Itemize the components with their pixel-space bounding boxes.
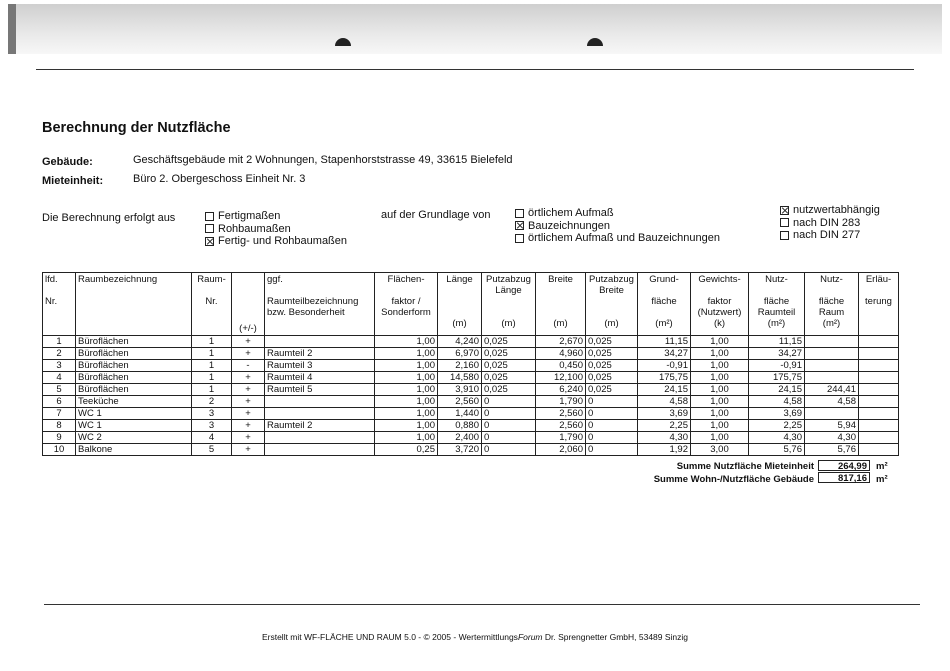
checkbox-icon[interactable] — [205, 224, 214, 233]
table-cell-raum: 4 — [192, 432, 232, 444]
table-cell-laenge: 2,560 — [438, 396, 482, 408]
table-cell-k: 1,00 — [691, 384, 749, 396]
grundlage-label: auf der Grundlage von — [381, 209, 491, 221]
table-row — [43, 444, 899, 456]
option-label: Rohbaumaßen — [218, 222, 291, 235]
table-cell-pb: 0,025 — [586, 336, 638, 348]
norm-option[interactable] — [780, 217, 880, 230]
table-cell-laenge: 4,240 — [438, 336, 482, 348]
checkbox-checked-icon[interactable] — [780, 206, 789, 215]
table-cell-nr2 — [805, 336, 859, 348]
table-cell-pl: 0 — [482, 420, 536, 432]
table-cell-faktor: 0,25 — [375, 444, 438, 456]
table-cell-laenge: 2,160 — [438, 360, 482, 372]
basis-option[interactable] — [205, 235, 347, 248]
table-cell-pl: 0,025 — [482, 336, 536, 348]
table-cell-raum: 3 — [192, 408, 232, 420]
table-cell-laenge: 1,440 — [438, 408, 482, 420]
table-cell-pl: 0 — [482, 444, 536, 456]
table-cell-teil — [265, 396, 375, 408]
option-label: Bauzeichnungen — [528, 219, 610, 232]
option-label: örtlichem Aufmaß — [528, 207, 614, 219]
table-cell-k: 1,00 — [691, 432, 749, 444]
table-cell-pl: 0 — [482, 408, 536, 420]
table-cell-pb: 0 — [586, 396, 638, 408]
table-cell-erl — [859, 432, 899, 444]
bottom-rule — [44, 604, 920, 605]
header-breite: Breite (m) — [536, 273, 586, 336]
table-cell-nr: 3 — [43, 360, 76, 372]
table-cell-pm: + — [232, 336, 265, 348]
checkbox-icon[interactable] — [780, 231, 789, 240]
table-cell-pl: 0,025 — [482, 372, 536, 384]
basis-option[interactable] — [205, 223, 347, 236]
table-cell-laenge: 2,400 — [438, 432, 482, 444]
table-cell-raum: 1 — [192, 372, 232, 384]
table-cell-erl — [859, 360, 899, 372]
table-cell-teil: Raumteil 2 — [265, 420, 375, 432]
table-cell-pb: 0 — [586, 420, 638, 432]
table-cell-nt: 34,27 — [749, 348, 805, 360]
table-cell-k: 1,00 — [691, 408, 749, 420]
table-cell-faktor: 1,00 — [375, 432, 438, 444]
table-cell-laenge: 3,910 — [438, 384, 482, 396]
table-row — [43, 372, 899, 384]
checkbox-icon[interactable] — [515, 234, 524, 243]
table-cell-pm: + — [232, 348, 265, 360]
table-cell-faktor: 1,00 — [375, 336, 438, 348]
table-cell-breite: 12,100 — [536, 372, 586, 384]
table-cell-erl — [859, 372, 899, 384]
table-cell-grund: 4,30 — [638, 432, 691, 444]
footer-prefix: Erstellt mit WF-FLÄCHE UND RAUM 5.0 - © 2005 - Wertermittlungs — [261, 632, 518, 642]
mieteinheit-value: Büro 2. Obergeschoss Einheit Nr. 3 — [133, 173, 306, 185]
table-cell-name: Büroflächen — [76, 384, 192, 396]
table-cell-faktor: 1,00 — [375, 408, 438, 420]
table-cell-breite: 2,060 — [536, 444, 586, 456]
norm-option[interactable] — [780, 204, 880, 217]
table-cell-faktor: 1,00 — [375, 348, 438, 360]
table-cell-teil: Raumteil 5 — [265, 384, 375, 396]
table-cell-pm: - — [232, 360, 265, 372]
table-cell-breite: 2,670 — [536, 336, 586, 348]
footer-italic: Forum — [517, 632, 543, 642]
table-cell-nt: 11,15 — [749, 336, 805, 348]
header-plus-minus: (+/-) — [232, 273, 265, 336]
table-cell-faktor: 1,00 — [375, 420, 438, 432]
table-cell-pb: 0 — [586, 408, 638, 420]
table-cell-pb: 0 — [586, 432, 638, 444]
table-cell-nr: 5 — [43, 384, 76, 396]
table-cell-nr2: 5,94 — [805, 420, 859, 432]
table-cell-nr2 — [805, 372, 859, 384]
table-cell-erl — [859, 420, 899, 432]
table-cell-nr2: 4,30 — [805, 432, 859, 444]
table-cell-faktor: 1,00 — [375, 396, 438, 408]
norm-options — [780, 204, 880, 242]
table-cell-raum: 5 — [192, 444, 232, 456]
option-label: örtlichem Aufmaß und Bauzeichnungen — [528, 232, 721, 244]
table-cell-nr2: 4,58 — [805, 396, 859, 408]
footer-suffix: Dr. Sprengnetter GmbH, 53489 Sinzig — [542, 632, 689, 642]
header-laenge: Länge (m) — [438, 273, 482, 336]
table-cell-nr: 4 — [43, 372, 76, 384]
header-erlaeuterung: Erläu- terung — [859, 273, 899, 336]
table-cell-nr: 8 — [43, 420, 76, 432]
table-cell-nt: 4,30 — [749, 432, 805, 444]
table-row — [43, 408, 899, 420]
table-cell-pm: + — [232, 384, 265, 396]
table-cell-pb: 0,025 — [586, 372, 638, 384]
table-cell-pm: + — [232, 432, 265, 444]
table-cell-name: Büroflächen — [76, 348, 192, 360]
summe-mieteinheit-label: Summe Nutzfläche Mieteinheit — [676, 461, 814, 472]
table-cell-pm: + — [232, 420, 265, 432]
table-row — [43, 396, 899, 408]
summe-gebaeude-unit: m² — [876, 474, 888, 485]
table-cell-erl — [859, 444, 899, 456]
table-cell-name: Büroflächen — [76, 372, 192, 384]
table-cell-teil — [265, 444, 375, 456]
table-cell-faktor: 1,00 — [375, 360, 438, 372]
table-cell-nt: -0,91 — [749, 360, 805, 372]
table-cell-teil: Raumteil 3 — [265, 360, 375, 372]
table-cell-pb: 0,025 — [586, 360, 638, 372]
table-cell-grund: 3,69 — [638, 408, 691, 420]
table-cell-grund: 4,58 — [638, 396, 691, 408]
table-cell-raum: 1 — [192, 348, 232, 360]
table-cell-k: 1,00 — [691, 372, 749, 384]
option-label: Fertig- und Rohbaumaßen — [218, 235, 348, 247]
table-cell-nr2 — [805, 408, 859, 420]
table-cell-k: 1,00 — [691, 420, 749, 432]
table-row — [43, 360, 899, 372]
table-cell-teil — [265, 432, 375, 444]
table-cell-laenge: 14,580 — [438, 372, 482, 384]
table-cell-nr: 9 — [43, 432, 76, 444]
table-cell-nt: 5,76 — [749, 444, 805, 456]
header-grundflaeche: Grund- fläche (m²) — [638, 273, 691, 336]
checkbox-icon[interactable] — [205, 212, 214, 221]
grundlage-option[interactable] — [515, 232, 720, 245]
checkbox-checked-icon[interactable] — [205, 237, 214, 246]
table-cell-erl — [859, 384, 899, 396]
table-header-row — [43, 273, 899, 336]
table-cell-pm: + — [232, 408, 265, 420]
table-cell-teil — [265, 408, 375, 420]
table-cell-pl: 0,025 — [482, 348, 536, 360]
table-cell-teil: Raumteil 2 — [265, 348, 375, 360]
table-cell-nr2 — [805, 360, 859, 372]
table-cell-nr2: 5,76 — [805, 444, 859, 456]
table-cell-pl: 0,025 — [482, 360, 536, 372]
table-cell-nr: 7 — [43, 408, 76, 420]
table-cell-grund: 175,75 — [638, 372, 691, 384]
table-cell-grund: 24,15 — [638, 384, 691, 396]
table-cell-pm: + — [232, 396, 265, 408]
gebaeude-label: Gebäude: — [42, 156, 93, 168]
table-cell-breite: 6,240 — [536, 384, 586, 396]
table-cell-pl: 0,025 — [482, 384, 536, 396]
table-cell-teil: Raumteil 4 — [265, 372, 375, 384]
header-putzabzug-breite: Putzabzug Breite (m) — [586, 273, 638, 336]
table-cell-breite: 1,790 — [536, 432, 586, 444]
table-cell-pb: 0 — [586, 444, 638, 456]
gebaeude-value: Geschäftsgebäude mit 2 Wohnungen, Stapenhorststrasse 49, 33615 Bielefeld — [133, 154, 513, 166]
table-cell-nr: 1 — [43, 336, 76, 348]
table-row — [43, 336, 899, 348]
table-cell-k: 1,00 — [691, 360, 749, 372]
table-cell-raum: 2 — [192, 396, 232, 408]
table-cell-erl — [859, 396, 899, 408]
header-raum-nr: Raum- Nr. — [192, 273, 232, 336]
header-nutzflaeche-raumteil: Nutz- fläche Raumteil (m²) — [749, 273, 805, 336]
table-cell-grund: 11,15 — [638, 336, 691, 348]
table-cell-breite: 0,450 — [536, 360, 586, 372]
mieteinheit-label: Mieteinheit: — [42, 175, 104, 187]
summe-mieteinheit-unit: m² — [876, 461, 888, 472]
table-row — [43, 432, 899, 444]
table-cell-breite: 2,560 — [536, 420, 586, 432]
table-cell-nt: 24,15 — [749, 384, 805, 396]
table-cell-raum: 1 — [192, 384, 232, 396]
option-label: Fertigmaßen — [218, 210, 281, 222]
page-title: Berechnung der Nutzfläche — [42, 120, 231, 136]
scan-top-strip — [8, 4, 942, 54]
table-cell-laenge: 0,880 — [438, 420, 482, 432]
table-cell-pl: 0 — [482, 432, 536, 444]
table-cell-pb: 0,025 — [586, 348, 638, 360]
top-rule — [36, 69, 914, 70]
table-cell-breite: 2,560 — [536, 408, 586, 420]
basis-options — [205, 210, 347, 248]
table-cell-pl: 0 — [482, 396, 536, 408]
table-row — [43, 348, 899, 360]
table-cell-nr: 2 — [43, 348, 76, 360]
table-cell-pm: + — [232, 444, 265, 456]
table-cell-erl — [859, 336, 899, 348]
table-cell-grund: 34,27 — [638, 348, 691, 360]
option-label: nach DIN 283 — [793, 216, 861, 229]
summe-gebaeude-value: 817,16 — [818, 472, 870, 483]
table-cell-name: Teeküche — [76, 396, 192, 408]
table-cell-teil — [265, 336, 375, 348]
table-cell-nr: 10 — [43, 444, 76, 456]
table-cell-nt: 2,25 — [749, 420, 805, 432]
table-cell-name: Büroflächen — [76, 336, 192, 348]
checkbox-checked-icon[interactable] — [515, 221, 524, 230]
table-cell-k: 3,00 — [691, 444, 749, 456]
table-cell-pm: + — [232, 372, 265, 384]
table-row — [43, 384, 899, 396]
table-cell-raum: 1 — [192, 360, 232, 372]
header-flaechenfaktor: Flächen- faktor / Sonderform — [375, 273, 438, 336]
header-putzabzug-laenge: Putzabzug Länge (m) — [482, 273, 536, 336]
header-gewichtsfaktor: Gewichts- faktor (Nutzwert) (k) — [691, 273, 749, 336]
table-cell-k: 1,00 — [691, 348, 749, 360]
header-lfd: lfd. Nr. — [43, 273, 76, 336]
table-cell-nt: 3,69 — [749, 408, 805, 420]
header-nutzflaeche-raum: Nutz- fläche Raum (m²) — [805, 273, 859, 336]
basis-option[interactable] — [205, 210, 347, 223]
grundlage-option[interactable] — [515, 207, 720, 220]
table-cell-erl — [859, 348, 899, 360]
table-cell-k: 1,00 — [691, 396, 749, 408]
table-cell-nr: 6 — [43, 396, 76, 408]
table-cell-breite: 1,790 — [536, 396, 586, 408]
table-cell-name: Büroflächen — [76, 360, 192, 372]
table-cell-name: WC 1 — [76, 408, 192, 420]
grundlage-option[interactable] — [515, 220, 720, 233]
summe-gebaeude-label: Summe Wohn-/Nutzfläche Gebäude — [653, 474, 814, 485]
scan-edge — [8, 4, 16, 54]
option-label: nach DIN 277 — [793, 229, 861, 241]
checkbox-icon[interactable] — [515, 209, 524, 218]
grundlage-options — [515, 207, 720, 245]
table-cell-raum: 1 — [192, 336, 232, 348]
header-raumteil: ggf. Raumteilbezeichnung bzw. Besonderheit — [265, 273, 375, 336]
table-cell-nr2: 244,41 — [805, 384, 859, 396]
table-cell-erl — [859, 408, 899, 420]
table-cell-nr2 — [805, 348, 859, 360]
table-cell-name: Balkone — [76, 444, 192, 456]
nutzflaeche-table — [42, 272, 899, 456]
checkbox-icon[interactable] — [780, 218, 789, 227]
table-cell-name: WC 2 — [76, 432, 192, 444]
table-cell-faktor: 1,00 — [375, 372, 438, 384]
table-cell-breite: 4,960 — [536, 348, 586, 360]
table-cell-name: WC 1 — [76, 420, 192, 432]
table-cell-k: 1,00 — [691, 336, 749, 348]
table-cell-faktor: 1,00 — [375, 384, 438, 396]
table-cell-nt: 175,75 — [749, 372, 805, 384]
table-cell-grund: 1,92 — [638, 444, 691, 456]
table-cell-laenge: 6,970 — [438, 348, 482, 360]
footer-credit — [0, 632, 950, 642]
berechnung-intro: Die Berechnung erfolgt aus — [42, 212, 176, 224]
table-cell-grund: 2,25 — [638, 420, 691, 432]
table-cell-laenge: 3,720 — [438, 444, 482, 456]
option-label: nutzwertabhängig — [793, 204, 880, 216]
table-cell-grund: -0,91 — [638, 360, 691, 372]
table-cell-raum: 3 — [192, 420, 232, 432]
header-raumbezeichnung: Raumbezeichnung — [76, 273, 192, 336]
table-cell-pb: 0,025 — [586, 384, 638, 396]
table-cell-nt: 4,58 — [749, 396, 805, 408]
table-row — [43, 420, 899, 432]
norm-option[interactable] — [780, 229, 880, 242]
summe-mieteinheit-value: 264,99 — [818, 460, 870, 471]
